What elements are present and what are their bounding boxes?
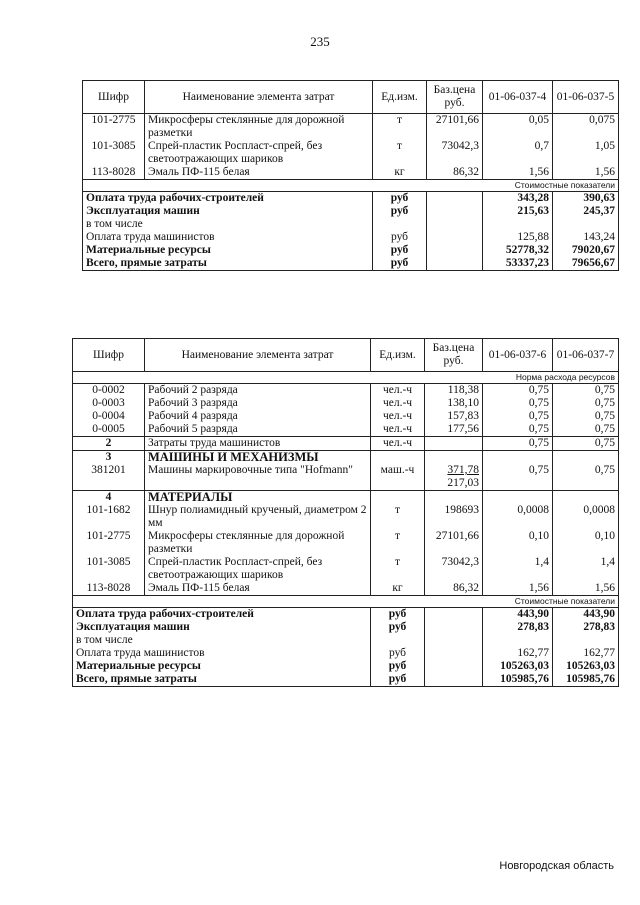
cost-value-b: 79020,67 xyxy=(553,244,619,257)
row-name: Спрей-пластик Роспласт-спрей, без светоотражающих шариков xyxy=(145,140,373,166)
row-value-b: 0,75 xyxy=(553,423,619,437)
cost-value-a: 162,77 xyxy=(483,647,553,660)
table-header-row xyxy=(73,339,619,372)
row-value-b: 0,75 xyxy=(553,410,619,423)
row-unit: чел.-ч xyxy=(371,423,425,437)
section-row xyxy=(73,491,619,505)
cost-unit: руб xyxy=(371,608,425,622)
table-row xyxy=(73,410,619,423)
header-price: Баз.цена руб. xyxy=(427,81,483,114)
cost-name: Оплата труда рабочих-строителей xyxy=(73,608,371,622)
row-name: Затраты труда машинистов xyxy=(145,437,371,451)
section-title: МАШИНЫ И МЕХАНИЗМЫ xyxy=(145,451,371,465)
header-col-a: 01-06-037-6 xyxy=(483,339,553,372)
price-main: 371,78 xyxy=(447,464,479,476)
row-value-a: 0,75 xyxy=(483,437,553,451)
cost-row xyxy=(73,621,619,634)
caption-row xyxy=(73,596,619,608)
page-number: 235 xyxy=(310,34,330,49)
section-row xyxy=(73,451,619,465)
table-row xyxy=(83,166,619,180)
cost-unit: руб xyxy=(371,621,425,634)
row-unit: т xyxy=(371,530,425,556)
cost-table-2 xyxy=(72,338,619,687)
table-row xyxy=(83,114,619,141)
row-code: 113-8028 xyxy=(73,582,145,596)
row-value-b: 0,75 xyxy=(553,464,619,491)
row-code: 0-0005 xyxy=(73,423,145,437)
cost-value-b: 162,77 xyxy=(553,647,619,660)
cost-row xyxy=(83,192,619,206)
table-row xyxy=(83,140,619,166)
row-value-a: 0,10 xyxy=(483,530,553,556)
table-row xyxy=(73,437,619,451)
cost-name: Всего, прямые затраты xyxy=(73,673,371,687)
header-code: Шифр xyxy=(73,339,145,372)
header-unit: Ед.изм. xyxy=(371,339,425,372)
cost-row xyxy=(73,608,619,622)
row-code: 2 xyxy=(73,437,145,451)
row-unit: чел.-ч xyxy=(371,397,425,410)
row-price: 27101,66 xyxy=(425,530,483,556)
row-value-a: 0,75 xyxy=(483,464,553,491)
cost-unit: руб xyxy=(371,647,425,660)
row-price: 86,32 xyxy=(427,166,483,180)
row-value-b: 1,4 xyxy=(553,556,619,582)
table-row xyxy=(73,582,619,596)
cost-value-a: 215,63 xyxy=(483,205,553,218)
section-title: МАТЕРИАЛЫ xyxy=(145,491,371,505)
row-name: Шнур полиамидный крученый, диаметром 2 мм xyxy=(145,504,371,530)
section-code: 3 xyxy=(73,451,145,465)
cost-name: в том числе xyxy=(73,634,371,647)
row-value-b: 0,75 xyxy=(553,384,619,398)
row-value-a: 0,75 xyxy=(483,397,553,410)
caption-row xyxy=(73,372,619,384)
cost-value-b: 278,83 xyxy=(553,621,619,634)
table-header-row xyxy=(83,81,619,114)
row-code: 101-2775 xyxy=(83,114,145,141)
cost-unit: руб xyxy=(371,673,425,687)
table-row xyxy=(73,397,619,410)
row-value-b: 0,0008 xyxy=(553,504,619,530)
row-unit: кг xyxy=(371,582,425,596)
cost-value-a: 52778,32 xyxy=(483,244,553,257)
row-price: 27101,66 xyxy=(427,114,483,141)
cost-value-a: 443,90 xyxy=(483,608,553,622)
row-price: 73042,3 xyxy=(425,556,483,582)
cost-value-b: 79656,67 xyxy=(553,257,619,271)
row-value-a: 1,56 xyxy=(483,166,553,180)
table-row xyxy=(73,384,619,398)
cost-table-1 xyxy=(82,80,619,271)
cost-value-b: 390,63 xyxy=(553,192,619,206)
row-value-b: 1,56 xyxy=(553,166,619,180)
row-unit: т xyxy=(373,114,427,141)
norm-caption: Норма расхода ресурсов xyxy=(73,372,619,384)
cost-row xyxy=(83,257,619,271)
row-price: 86,32 xyxy=(425,582,483,596)
row-code: 113-8028 xyxy=(83,166,145,180)
header-name: Наименование элемента затрат xyxy=(145,81,373,114)
row-price: 157,83 xyxy=(425,410,483,423)
header-col-a: 01-06-037-4 xyxy=(483,81,553,114)
cost-unit: руб xyxy=(371,660,425,673)
cost-name: Материальные ресурсы xyxy=(83,244,373,257)
cost-row xyxy=(73,647,619,660)
row-value-a: 0,7 xyxy=(483,140,553,166)
cost-unit: руб xyxy=(373,192,427,206)
row-name: Эмаль ПФ-115 белая xyxy=(145,166,373,180)
row-value-a: 1,56 xyxy=(483,582,553,596)
header-unit: Ед.изм. xyxy=(373,81,427,114)
cost-value-a: 105985,76 xyxy=(483,673,553,687)
row-name: Микросферы стеклянные для дорожной разметки xyxy=(145,114,373,141)
row-unit: чел.-ч xyxy=(371,384,425,398)
row-code: 0-0003 xyxy=(73,397,145,410)
cost-caption: Стоимостные показатели xyxy=(73,596,619,608)
cost-row xyxy=(73,673,619,687)
row-unit: т xyxy=(373,140,427,166)
row-name: Рабочий 4 разряда xyxy=(145,410,371,423)
row-code: 381201 xyxy=(73,464,145,491)
cost-name: Эксплуатация машин xyxy=(73,621,371,634)
cost-row xyxy=(83,244,619,257)
row-unit: т xyxy=(371,504,425,530)
header-code: Шифр xyxy=(83,81,145,114)
row-value-b: 1,56 xyxy=(553,582,619,596)
header-col-b: 01-06-037-7 xyxy=(553,339,619,372)
section-code: 4 xyxy=(73,491,145,505)
row-unit: маш.-ч xyxy=(371,464,425,491)
row-price: 198693 xyxy=(425,504,483,530)
row-value-a: 0,0008 xyxy=(483,504,553,530)
row-name: Микросферы стеклянные для дорожной разметки xyxy=(145,530,371,556)
row-name: Спрей-пластик Роспласт-спрей, без светоотражающих шариков xyxy=(145,556,371,582)
cost-value-a: 125,88 xyxy=(483,231,553,244)
row-value-b: 0,75 xyxy=(553,437,619,451)
price-sub: 217,03 xyxy=(447,477,479,489)
row-code: 101-1682 xyxy=(73,504,145,530)
row-value-a: 0,75 xyxy=(483,384,553,398)
row-value-b: 0,75 xyxy=(553,397,619,410)
row-value-b: 0,10 xyxy=(553,530,619,556)
table-row xyxy=(73,423,619,437)
cost-row xyxy=(83,231,619,244)
cost-name: Всего, прямые затраты xyxy=(83,257,373,271)
cost-unit: руб xyxy=(373,257,427,271)
cost-row xyxy=(73,660,619,673)
cost-value-b: 245,37 xyxy=(553,205,619,218)
cost-value-b: 143,24 xyxy=(553,231,619,244)
row-value-a: 1,4 xyxy=(483,556,553,582)
cost-row xyxy=(73,634,619,647)
cost-row xyxy=(83,205,619,218)
table-row xyxy=(73,530,619,556)
cost-unit: руб xyxy=(373,231,427,244)
row-price: 138,10 xyxy=(425,397,483,410)
cost-row xyxy=(83,218,619,231)
cost-name: Оплата труда машинистов xyxy=(83,231,373,244)
row-value-a: 0,75 xyxy=(483,410,553,423)
row-name: Эмаль ПФ-115 белая xyxy=(145,582,371,596)
row-price: 177,56 xyxy=(425,423,483,437)
row-price: 118,38 xyxy=(425,384,483,398)
row-name: Машины маркировочные типа "Hofmann" xyxy=(145,464,371,491)
row-code: 0-0004 xyxy=(73,410,145,423)
row-price xyxy=(425,464,483,491)
caption-row xyxy=(83,180,619,192)
row-unit: кг xyxy=(373,166,427,180)
row-code: 101-3085 xyxy=(73,556,145,582)
row-value-b: 0,075 xyxy=(553,114,619,141)
cost-name: Оплата труда рабочих-строителей xyxy=(83,192,373,206)
row-unit: чел.-ч xyxy=(371,410,425,423)
cost-name: в том числе xyxy=(83,218,373,231)
cost-value-a: 343,28 xyxy=(483,192,553,206)
row-name: Рабочий 5 разряда xyxy=(145,423,371,437)
table-row xyxy=(73,556,619,582)
table-row xyxy=(73,504,619,530)
row-name: Рабочий 2 разряда xyxy=(145,384,371,398)
table-row xyxy=(73,464,619,491)
row-name: Рабочий 3 разряда xyxy=(145,397,371,410)
row-value-a: 0,05 xyxy=(483,114,553,141)
cost-unit: руб xyxy=(373,205,427,218)
row-unit: чел.-ч xyxy=(371,437,425,451)
header-col-b: 01-06-037-5 xyxy=(553,81,619,114)
row-code: 0-0002 xyxy=(73,384,145,398)
row-unit: т xyxy=(371,556,425,582)
footer-region: Новгородская область xyxy=(499,860,614,872)
header-price: Баз.цена руб. xyxy=(425,339,483,372)
cost-value-b: 105263,03 xyxy=(553,660,619,673)
cost-value-a: 278,83 xyxy=(483,621,553,634)
row-value-a: 0,75 xyxy=(483,423,553,437)
row-code: 101-2775 xyxy=(73,530,145,556)
row-code: 101-3085 xyxy=(83,140,145,166)
cost-name: Оплата труда машинистов xyxy=(73,647,371,660)
cost-value-b: 443,90 xyxy=(553,608,619,622)
cost-value-b: 105985,76 xyxy=(553,673,619,687)
cost-name: Эксплуатация машин xyxy=(83,205,373,218)
header-name: Наименование элемента затрат xyxy=(145,339,371,372)
cost-name: Материальные ресурсы xyxy=(73,660,371,673)
cost-unit: руб xyxy=(373,244,427,257)
cost-value-a: 53337,23 xyxy=(483,257,553,271)
row-price: 73042,3 xyxy=(427,140,483,166)
cost-value-a: 105263,03 xyxy=(483,660,553,673)
cost-caption: Стоимостные показатели xyxy=(83,180,619,192)
row-value-b: 1,05 xyxy=(553,140,619,166)
